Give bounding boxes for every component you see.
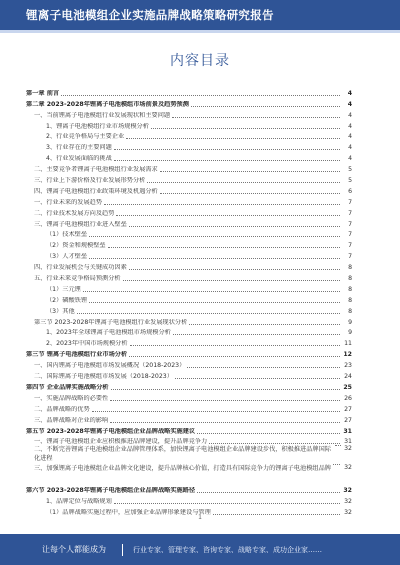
toc-entry-page: 9 [348, 318, 352, 326]
toc-entry-page: 32 [344, 509, 352, 517]
toc-entry[interactable] [26, 195, 352, 206]
toc-entry[interactable] [26, 391, 352, 402]
toc-entry-page: 32 [344, 498, 352, 506]
toc-entry-page: 24 [344, 373, 352, 381]
toc-entry-page: 7 [348, 198, 352, 206]
toc-entry[interactable] [26, 130, 352, 141]
toc-entry-text: 四、锂离子电池模组行业政策环境及机遇分析 [34, 187, 158, 195]
footer-divider [122, 544, 123, 556]
toc-dot-leader [129, 356, 340, 357]
toc-entry-text: 1、2023年全球锂离子电池模组市场规模分析 [46, 329, 171, 337]
toc-entry-page: 9 [348, 329, 352, 337]
toc-heading: 内容目录 [170, 53, 230, 69]
toc-entry-page: 8 [348, 285, 352, 293]
toc-entry-text: 第一章 前言 [26, 89, 60, 97]
toc-entry-text: 二、不断完善锂离子电池模组企业品牌管理体系，加快锂离子电池模组企业品牌建设步伐，积极推进品牌国际化进程 [34, 446, 331, 463]
toc-entry-text: 二、行业技术发展方向及趋势 [34, 209, 115, 217]
header-divider [0, 30, 400, 33]
toc-entry[interactable] [26, 413, 352, 424]
toc-entry[interactable] [26, 271, 352, 282]
toc-dot-leader [126, 138, 340, 139]
page-footer [0, 534, 400, 565]
toc-entry-page: 25 [343, 383, 352, 391]
toc-entry-page: 7 [348, 220, 352, 228]
toc-entry[interactable] [26, 282, 352, 293]
toc-dot-leader [111, 389, 340, 390]
toc-entry-text: 第二章 2023-2028年锂离子电池模组市场前景及趋势预测 [26, 100, 189, 108]
toc-dot-leader [197, 433, 340, 434]
toc-dot-leader [333, 464, 340, 465]
toc-dot-leader [114, 160, 340, 161]
toc-dot-leader [123, 280, 340, 281]
toc-dot-leader [197, 492, 340, 493]
toc-entry-page: 6 [348, 187, 352, 195]
toc-dot-leader [92, 411, 340, 412]
toc-entry-text: 三、加强锂离子电池模组企业品牌文化建设，提升品牌核心价值，打造具有国际竞争力的锂离子电池模组品牌 [34, 465, 331, 473]
toc-dot-leader [191, 106, 340, 107]
toc-entry-text: （1）技术壁垒 [46, 231, 88, 239]
toc-entry[interactable] [26, 151, 352, 162]
toc-entry-text: 2、2023年中国市场规模分析 [46, 340, 128, 348]
toc-entry-page: 11 [344, 340, 352, 348]
toc-entry-page: 7 [348, 209, 352, 217]
toc-entry[interactable] [26, 119, 352, 130]
toc-entry[interactable] [26, 173, 352, 184]
toc-entry-text: 五、行业未来竞争格局预测分析 [34, 275, 121, 283]
toc-dot-leader [110, 422, 340, 423]
toc-entry[interactable] [26, 435, 352, 446]
toc-entry-text: 一、实施品牌战略的必要性 [34, 394, 109, 402]
toc-entry-text: 第四节 企业品牌实施战略分析 [26, 383, 109, 391]
toc-entry-text: （3）其他 [46, 307, 75, 315]
toc-entry-text: 第三节 2023-2028年锂离子电池模组行业发展现状分析 [34, 318, 188, 326]
toc-dot-leader [77, 313, 340, 314]
toc-entry-text: 3、行业存在的主要问题 [46, 144, 112, 152]
toc-entry-page: 26 [344, 394, 352, 402]
toc-entry-text: 2、行业竞争格局与主要企业 [46, 133, 125, 141]
toc-entry[interactable] [26, 86, 352, 97]
toc-entry-text: （3）人才壁垒 [46, 253, 88, 261]
toc-entry-text: 第三节 锂离子电池模组行业市场分析 [26, 351, 128, 359]
toc-entry[interactable] [26, 347, 352, 358]
toc-entry-text: 三、品牌战略对企业的影响 [34, 416, 109, 424]
toc-entry-page: 5 [348, 166, 352, 174]
toc-dot-leader [61, 95, 340, 96]
toc-dot-leader [129, 269, 340, 270]
toc-entry-text: 一、国内锂离子电池模组市场发展概况（2018-2023） [34, 362, 186, 370]
toc-entry-page: 4 [348, 122, 352, 130]
toc-dot-leader [108, 247, 340, 248]
toc-entry[interactable] [26, 206, 352, 217]
toc-entry[interactable] [26, 402, 352, 413]
toc-entry-page: 8 [348, 296, 352, 304]
report-title: 锂离子电池模组企业实施品牌战略策略研究报告 [26, 8, 274, 22]
toc-entry-text: 二、国际锂离子电池模组市场发展（2018-2023） [34, 373, 173, 381]
toc-entry-page: 32 [343, 487, 352, 495]
toc-entry-page: 4 [347, 100, 352, 108]
toc-dot-leader [187, 367, 340, 368]
toc-entry[interactable] [26, 315, 352, 326]
toc-dot-leader [160, 193, 340, 194]
toc-entry-page: 27 [344, 405, 352, 413]
toc-entry-text: 三、锂离子电池模组行业进入壁垒 [34, 220, 127, 228]
toc-dot-leader [89, 236, 340, 237]
toc-entry[interactable] [26, 162, 352, 173]
toc-entry-page: 4 [348, 133, 352, 141]
footer-roles: 行业专家、管理专家、咨询专家、战略专家、成功企业家…… [133, 545, 322, 554]
toc-entry[interactable] [26, 184, 352, 195]
toc-entry-page: 12 [343, 351, 352, 359]
toc-entry-page: 27 [344, 416, 352, 424]
toc-dot-leader [110, 400, 340, 401]
toc-entry[interactable] [26, 249, 352, 260]
toc-dot-leader [175, 378, 340, 379]
toc-dot-leader [104, 204, 340, 205]
toc-dot-leader [151, 128, 340, 129]
toc-dot-leader [129, 226, 340, 227]
toc-dot-leader [83, 291, 340, 292]
toc-entry-text: （1）品牌战略实施过程中，应加强企业品牌形象建设与管理 [46, 509, 211, 517]
toc-entry[interactable] [26, 380, 352, 391]
toc-entry[interactable] [26, 293, 352, 304]
toc-entry-text: 二、主要竞争者锂离子电池模组行业发展需求 [34, 166, 158, 174]
toc-entry[interactable] [26, 445, 352, 464]
toc-entry-text: 第六节 2023-2028年锂离子电池模组企业品牌战略实施路径 [26, 487, 196, 495]
toc-dot-leader [114, 149, 340, 150]
toc-entry[interactable] [26, 483, 352, 494]
toc-entry[interactable] [26, 369, 352, 380]
toc-entry-text: 1、品牌定位与战略规划 [46, 498, 112, 506]
toc-dot-leader [114, 503, 340, 504]
toc-entry[interactable] [26, 108, 352, 119]
toc-dot-leader [89, 258, 340, 259]
toc-entry-page: 23 [344, 362, 352, 370]
toc-entry-page: 32 [344, 464, 352, 472]
toc-entry[interactable] [26, 140, 352, 151]
toc-entry-page: 5 [348, 177, 352, 185]
toc-entry-page: 31 [344, 438, 352, 446]
footer-slogan: 让每个人都能成为 [42, 545, 106, 554]
toc-entry-text: 二、品牌战略的优势 [34, 405, 90, 413]
page-header [0, 0, 400, 30]
toc-entry-page: 4 [348, 111, 352, 119]
toc-entry-text: 1、锂离子电池模组行业市场规模分析 [46, 122, 149, 130]
toc-entry[interactable] [26, 464, 352, 483]
toc-entry-page: 4 [348, 144, 352, 152]
toc-dot-leader [147, 182, 340, 183]
toc-entry-text: 一、锂离子电池模组企业应积极推进品牌建设，提升品牌竞争力 [34, 438, 208, 446]
toc-entry-text: 一、行业未来的发展趋势 [34, 198, 103, 206]
toc-entry[interactable] [26, 326, 352, 337]
toc-dot-leader [209, 443, 340, 444]
toc-dot-leader [189, 324, 340, 325]
toc-dot-leader [116, 215, 340, 216]
toc-dot-leader [130, 345, 340, 346]
toc-entry[interactable] [26, 358, 352, 369]
toc-entry[interactable] [26, 494, 352, 505]
toc-entry-page: 7 [348, 242, 352, 250]
toc-dot-leader [172, 117, 340, 118]
toc-entry-text: （2）资金和规模壁垒 [46, 242, 106, 250]
toc-entry[interactable] [26, 228, 352, 239]
toc-entry[interactable] [26, 304, 352, 315]
toc-entry-text: 三、行业上下游价格及行业发展形势分析 [34, 177, 146, 185]
toc-entry-text: 四、行业发展机会与关键成功因素 [34, 264, 127, 272]
toc-entry-page: 32 [344, 445, 352, 453]
toc-entry-page: 31 [343, 427, 352, 435]
toc-entry-page: 4 [348, 155, 352, 163]
toc-dot-leader [335, 445, 341, 446]
toc-entry[interactable] [26, 260, 352, 271]
toc-entry-page: 8 [348, 275, 352, 283]
toc-entry-text: 第五节 2023-2028年锂离子电池模组企业品牌战略实施建议 [26, 427, 196, 435]
toc-entry-page: 8 [348, 307, 352, 315]
toc-entry[interactable] [26, 97, 352, 108]
toc-dot-leader [173, 334, 340, 335]
toc-entry-text: （2）磷酸铁锂 [46, 296, 88, 304]
toc-entry[interactable] [26, 336, 352, 347]
toc-entry[interactable] [26, 217, 352, 228]
toc-dot-leader [160, 171, 340, 172]
toc-entry[interactable] [26, 238, 352, 249]
toc-entry-page: 7 [348, 253, 352, 261]
table-of-contents [26, 86, 352, 516]
toc-entry-page: 4 [347, 89, 352, 97]
toc-entry-text: 4、行业发展面临的挑战 [46, 155, 112, 163]
toc-entry-page: 7 [348, 231, 352, 239]
toc-entry-page: 8 [348, 264, 352, 272]
toc-entry-text: （1）三元锂 [46, 285, 81, 293]
page-number: 1 [198, 514, 202, 521]
toc-dot-leader [89, 302, 340, 303]
toc-entry[interactable] [26, 424, 352, 435]
toc-entry-text: 一、当前锂离子电池模组行业发展现状和主要问题 [34, 111, 171, 119]
